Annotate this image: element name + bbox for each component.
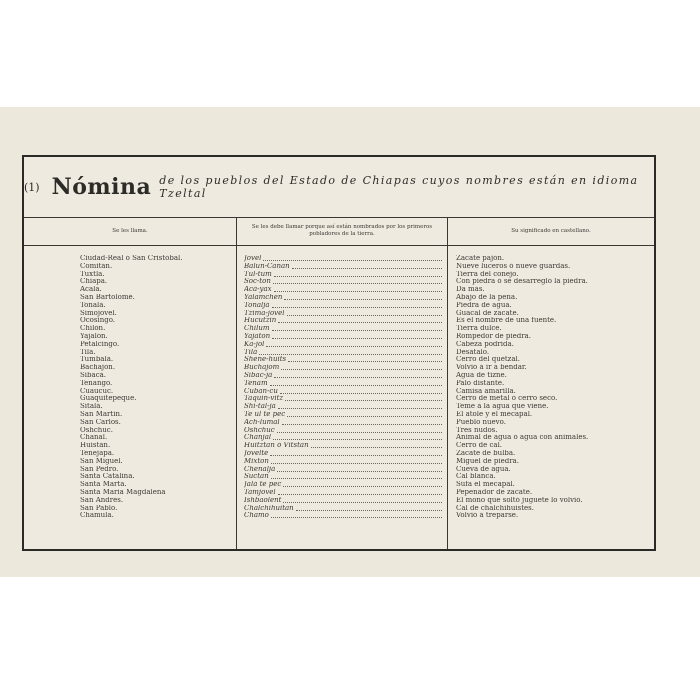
dot-leader (285, 395, 442, 401)
significado-row: Cueva de agua. (456, 465, 511, 473)
dot-leader (270, 380, 442, 386)
dot-leader (287, 411, 442, 417)
dot-leader (283, 497, 442, 503)
title-word: Nómina (51, 174, 152, 200)
significado-row: Agua de tizne. (456, 371, 507, 379)
nombre-row (244, 302, 444, 310)
dot-leader (263, 255, 442, 261)
significado-row: Cal blanca. (456, 473, 496, 481)
pueblo-row: Acala. (80, 286, 102, 294)
pueblo-row: Chilón. (80, 325, 106, 333)
column-divider (236, 217, 237, 549)
significado-row: Pepenador de zacate. (456, 488, 533, 496)
nombre-row-text: Ka-jol (244, 340, 265, 348)
nombre-row (244, 372, 444, 380)
nombre-row-text: Ishbaolent (244, 496, 282, 504)
nombre-row-text: Chanjal (244, 434, 272, 442)
pueblo-row: Tilá. (80, 348, 96, 356)
dot-leader (278, 403, 442, 409)
nombre-row-text: Balun-Canan (244, 262, 290, 270)
nombre-row-text: Yalamchen (244, 293, 283, 301)
significado-row: Súfa el mecapal. (456, 481, 515, 489)
dot-leader (259, 349, 442, 355)
nombre-row-text: Tamjovel (244, 488, 276, 496)
pueblo-row: San Pedro. (80, 465, 119, 473)
dot-leader (296, 505, 442, 511)
significado-row: Tierra dulce. (456, 325, 502, 333)
dot-leader (278, 489, 442, 495)
pueblo-row: Tonalá. (80, 301, 106, 309)
nombre-row-text: Chamo (244, 512, 269, 520)
nombre-row-text: Chalchihuitan (244, 504, 294, 512)
significado-row: Desátalo. (456, 348, 490, 356)
nombre-row (244, 427, 444, 435)
pueblo-row: Yajalón. (80, 332, 108, 340)
significado-row: Cerro de cal. (456, 442, 503, 450)
nombre-row-text: Taquin-vitz (244, 395, 284, 403)
nombre-row (244, 497, 444, 505)
significado-row: Cerro del quetzal. (456, 356, 520, 364)
nombre-row (244, 481, 444, 489)
significado-row: Cabeza podrida. (456, 340, 514, 348)
dot-leader (274, 286, 442, 292)
pueblo-row: Comitán. (80, 262, 113, 270)
nombre-row-text: Ach-lumal (244, 418, 280, 426)
pueblo-row: Santa María Magdalena (80, 488, 166, 496)
pueblo-row: Sitalá. (80, 403, 103, 411)
nombre-row-text: Soc-ton (244, 278, 271, 286)
nombre-row-text: Cuban-cu (244, 387, 278, 395)
significado-row: Animal de agua ó agua con animales. (456, 434, 589, 442)
pueblo-row: San Miguel. (80, 457, 123, 465)
significado-row: Miguel de piedra. (456, 457, 519, 465)
significado-row: Abajo de la peña. (456, 293, 518, 301)
nombre-row-text: Shi-tal-já (244, 403, 276, 411)
pueblo-row: Chamula. (80, 512, 114, 520)
nombre-row (244, 380, 444, 388)
nombre-row (244, 286, 444, 294)
column-pueblos (80, 255, 230, 520)
pueblo-row: Tumbalá. (80, 356, 114, 364)
nombre-row (244, 255, 444, 263)
nombre-row (244, 473, 444, 481)
pueblo-row: Chanal. (80, 434, 108, 442)
dot-leader (266, 341, 442, 347)
dot-leader (271, 512, 442, 518)
title-number: (1) (24, 180, 40, 194)
dot-leader (273, 278, 442, 284)
pueblo-row: San Bartolomé. (80, 293, 135, 301)
significado-row: Tierra del conejo. (456, 270, 519, 278)
nombre-row (244, 458, 444, 466)
nombre-row (244, 349, 444, 357)
significado-row: Pueblo nuevo. (456, 418, 506, 426)
nombre-row-text: Huitztan ó Vitstan (244, 442, 309, 450)
pueblo-row: Tenejapa. (80, 449, 115, 457)
significado-row: Da más. (456, 286, 485, 294)
nombre-row (244, 356, 444, 364)
significado-row: Nueve luceros ó nueve guardas. (456, 262, 571, 270)
printed-page (0, 107, 700, 577)
header-significado: Su significado en castellano. (447, 217, 654, 245)
pueblo-row: Huistán. (80, 442, 111, 450)
nombre-row (244, 388, 444, 396)
significado-row: El mono que soltó juguete lo volvió. (456, 496, 583, 504)
nombre-row-text: Chilum (244, 325, 270, 333)
nombre-row (244, 294, 444, 302)
nombre-row-text: Sibac-já (244, 371, 273, 379)
nombre-row (244, 271, 444, 279)
nombre-row (244, 263, 444, 271)
dot-leader (272, 302, 442, 308)
nombre-row-text: Chenaljá (244, 465, 276, 473)
nombre-row-text: Buchajom (244, 364, 280, 372)
dot-leader (283, 481, 442, 487)
dot-leader (280, 388, 442, 394)
nombre-row-text: Hucutzin (244, 317, 277, 325)
pueblo-row: Tuxtla. (80, 270, 105, 278)
nombre-row (244, 278, 444, 286)
nombre-row-text: Tenam (244, 379, 268, 387)
nombre-row (244, 364, 444, 372)
nombre-row-text: Acá-yax (244, 286, 272, 294)
pueblo-row: Cuaucuc. (80, 387, 114, 395)
dot-leader (278, 317, 442, 323)
pueblo-row: Chiapa. (80, 278, 108, 286)
nombre-row (244, 442, 444, 450)
pueblo-row: Santa Catalina. (80, 473, 135, 481)
nombre-row-text: Tonaljá (244, 301, 270, 309)
dot-leader (281, 364, 442, 370)
nombre-row (244, 395, 444, 403)
pueblo-row: Ciudad-Real ó San Cristóbal. (80, 255, 183, 262)
dot-leader (271, 458, 442, 464)
significado-row: Zacate de bulba. (456, 449, 516, 457)
significado-row: Piedra de agua. (456, 301, 512, 309)
column-headers (24, 217, 654, 246)
pueblo-row: San Carlos. (80, 418, 121, 426)
nombre-row-text: Yajaton (244, 332, 271, 340)
significado-row: Volvió á ir á bendar. (456, 364, 527, 372)
significado-row: Cerro de metal ó cerro seco. (456, 395, 558, 403)
dot-leader (311, 442, 442, 448)
nombre-row-text: Jovelté (244, 449, 269, 457)
column-significados (456, 255, 651, 520)
dot-leader (274, 372, 442, 378)
table-frame (22, 155, 656, 551)
significado-row: Cal de chalchihuistes. (456, 504, 534, 512)
nombre-row-text: Tilá (244, 348, 258, 356)
significado-row: Es el nombre de una fuente. (456, 317, 557, 325)
nombre-row (244, 505, 444, 513)
significado-row: Tres nudos. (456, 426, 498, 434)
dot-leader (274, 271, 442, 277)
nombre-row (244, 310, 444, 318)
nombre-row (244, 450, 444, 458)
pueblo-row: San Martín. (80, 410, 123, 418)
column-nombres (244, 255, 444, 520)
title-subtitle: de los pueblos del Estado de Chiapas cuyos nombres están en idioma Tzeltal (159, 174, 639, 200)
pueblo-row: Santa Marta. (80, 481, 127, 489)
nombre-row-text: Shene-huits (244, 356, 287, 364)
pueblo-row: Petalcingo. (80, 340, 120, 348)
significado-row: Camisa amarilla. (456, 387, 516, 395)
pueblo-row: Oshchuc. (80, 426, 113, 434)
pueblo-row: Tenango. (80, 379, 113, 387)
dot-leader (288, 356, 442, 362)
significado-row: Teme á la agua que viene. (456, 403, 549, 411)
nombre-row-text: Tzima-jovel (244, 309, 285, 317)
nombre-row (244, 325, 444, 333)
dot-leader (287, 310, 443, 316)
pueblo-row: Guaquitepeque. (80, 395, 137, 403)
nombre-row (244, 419, 444, 427)
significado-row: El atole y el mecapal. (456, 410, 533, 418)
dot-leader (277, 427, 442, 433)
table-title (24, 157, 654, 218)
nombre-row (244, 512, 444, 520)
nombre-row-text: Te ul te pec (244, 410, 286, 418)
column-divider (447, 217, 448, 549)
pueblo-row: Sibacá. (80, 371, 107, 379)
nombre-row (244, 403, 444, 411)
significado-row: Guacal de zacate. (456, 309, 519, 317)
dot-leader (273, 434, 442, 440)
nombre-row-text: Tul-tum (244, 270, 272, 278)
dot-leader (271, 473, 442, 479)
pueblo-row: San Andrés. (80, 496, 124, 504)
pueblo-row: San Pablo. (80, 504, 118, 512)
nombre-row-text: Jalá te pec (244, 481, 282, 489)
nombre-row (244, 434, 444, 442)
significado-row: Rompedor de piedra. (456, 332, 531, 340)
nombre-row-text: Oshchuc (244, 426, 275, 434)
header-se-les-debe-llamar: Se les debe llamar porque así están nombrados por los primeros pobladores de la tierra. (236, 217, 447, 245)
dot-leader (277, 466, 442, 472)
dot-leader (270, 450, 442, 456)
dot-leader (284, 294, 442, 300)
significado-row: Palo distante. (456, 379, 505, 387)
significado-row: Zacate pajón. (456, 255, 505, 262)
nombre-row-text: Suctan (244, 473, 269, 481)
nombre-row (244, 489, 444, 497)
nombre-row (244, 411, 444, 419)
nombre-row (244, 466, 444, 474)
dot-leader (282, 419, 442, 425)
nombre-row-text: Jovel (244, 255, 262, 262)
header-se-les-llama: Se les llama. (112, 227, 148, 234)
pueblo-row: Bachajón. (80, 364, 116, 372)
pueblo-row: Simojovel. (80, 309, 117, 317)
dot-leader (292, 263, 442, 269)
nombre-row (244, 317, 444, 325)
nombre-row-text: Mixton (244, 457, 269, 465)
significado-row: Volvió á treparse. (456, 512, 519, 520)
significado-row: Con piedra ó se desarregló la piedra. (456, 278, 588, 286)
pueblo-row: Ocosingo. (80, 317, 116, 325)
table-body (24, 245, 654, 549)
nombre-row (244, 333, 444, 341)
dot-leader (272, 325, 443, 331)
dot-leader (272, 333, 442, 339)
nombre-row (244, 341, 444, 349)
